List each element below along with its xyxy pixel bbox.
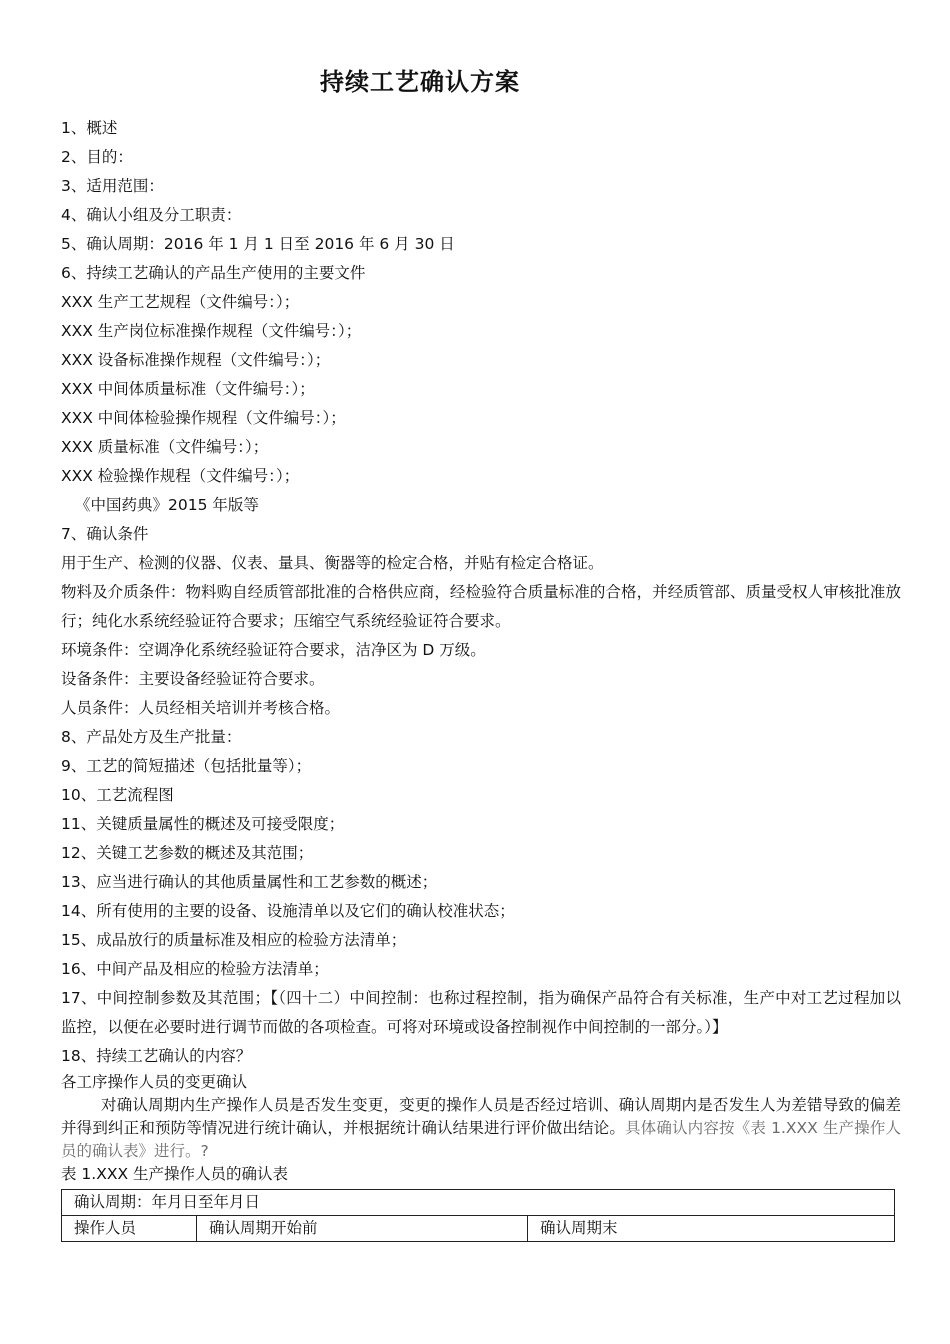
document-body [61,114,901,1242]
section-conditions: 7、确认条件 [61,525,149,543]
section-cqa: 11、关键质量属性的概述及可接受限度； [61,815,345,833]
doc-item: XXX 中间体质量标准（文件编号：）； [61,380,315,398]
doc-item: XXX 质量标准（文件编号：）； [61,438,269,456]
doc-item: XXX 生产工艺规程（文件编号：）； [61,293,300,311]
condition-materials: 物料及介质条件：物料购自经质管部批准的合格供应商，经检验符合质量标准的合格，并经质管部、质量受权人审核批准放行；纯化水系统经验证符合要求；压缩空气系统经验证符合要求。 [61,583,901,630]
table-row [62,1190,895,1216]
section-in-process-control: 17、中间控制参数及其范围；【（四十二）中间控制：也称过程控制，指为确保产品符合有关标准，生产中对工艺过程加以监控，以便在必要时进行调节而做的各项检查。可将对环境或设备控制视作中间控制的一部分。）】 [61,989,901,1036]
doc-item: XXX 中间体检验操作规程（文件编号：）； [61,409,346,427]
section-scope: 3、适用范围： [61,177,164,195]
doc-item-pharmacopoeia: 《中国药典》2015 年版等 [75,496,259,514]
section-period: 5、确认周期：2016 年 1 月 1 日至 2016 年 6 月 30 日 [61,235,455,253]
doc-item: XXX 生产岗位标准操作规程（文件编号：）； [61,322,362,340]
section-cpv-content: 18、持续工艺确认的内容？ [61,1047,252,1065]
section-equipment-list: 14、所有使用的主要的设备、设施清单以及它们的确认校准状态； [61,902,515,920]
table-header-row [62,1216,895,1242]
section-main-documents: 6、持续工艺确认的产品生产使用的主要文件 [61,264,366,282]
table-caption: 表 1.XXX 生产操作人员的确认表 [61,1165,288,1183]
section-overview: 1、概述 [61,119,118,137]
doc-item: XXX 检验操作规程（文件编号：）； [61,467,300,485]
section-flow-chart: 10、工艺流程图 [61,786,174,804]
subsection-personnel-change: 各工序操作人员的变更确认 [61,1073,248,1091]
condition-environment: 环境条件：空调净化系统经验证符合要求，洁净区为 D 万级。 [61,641,486,659]
section-team-duties: 4、确认小组及分工职责： [61,206,242,224]
condition-equipment: 设备条件：主要设备经验证符合要求。 [61,670,325,688]
personnel-change-paragraph [61,1094,901,1163]
section-purpose: 2、目的： [61,148,133,166]
section-other-attributes: 13、应当进行确认的其他质量属性和工艺参数的概述； [61,873,438,891]
section-cpp: 12、关键工艺参数的概述及其范围； [61,844,314,862]
table-header-end: 确认周期末 [528,1216,895,1242]
section-release-specs: 15、成品放行的质量标准及相应的检验方法清单； [61,931,407,949]
personnel-change-gray-text: 具体确认内容按 [624,1119,735,1137]
condition-personnel: 人员条件：人员经相关培训并考核合格。 [61,699,341,717]
table-header-before: 确认周期开始前 [197,1216,528,1242]
personnel-change-tail: 《表 1.XXX 生产操作人员的确认表》进行。? [61,1119,901,1160]
document-title: 持续工艺确认方案 [320,68,520,96]
personnel-confirmation-table [61,1189,895,1242]
section-intermediate-methods: 16、中间产品及相应的检验方法清单； [61,960,329,978]
section-process-description: 9、工艺的简短描述（包括批量等）； [61,757,312,775]
condition-instruments: 用于生产、检测的仪器、仪表、量具、衡器等的检定合格，并贴有检定合格证。 [61,554,604,572]
personnel-change-text: 对确认周期内生产操作人员是否发生变更，变更的操作人员是否经过培训、确认周期内是否发生人为差错导致的偏差并得到纠正和预防等情况进行统计确认，并根据统计确认结果进行评价做出结论。 [61,1096,901,1137]
table-header-operator: 操作人员 [62,1216,197,1242]
doc-item: XXX 设备标准操作规程（文件编号：）； [61,351,331,369]
table-period-cell: 确认周期：年月日至年月日 [62,1190,895,1216]
section-formula-batch: 8、产品处方及生产批量： [61,728,242,746]
